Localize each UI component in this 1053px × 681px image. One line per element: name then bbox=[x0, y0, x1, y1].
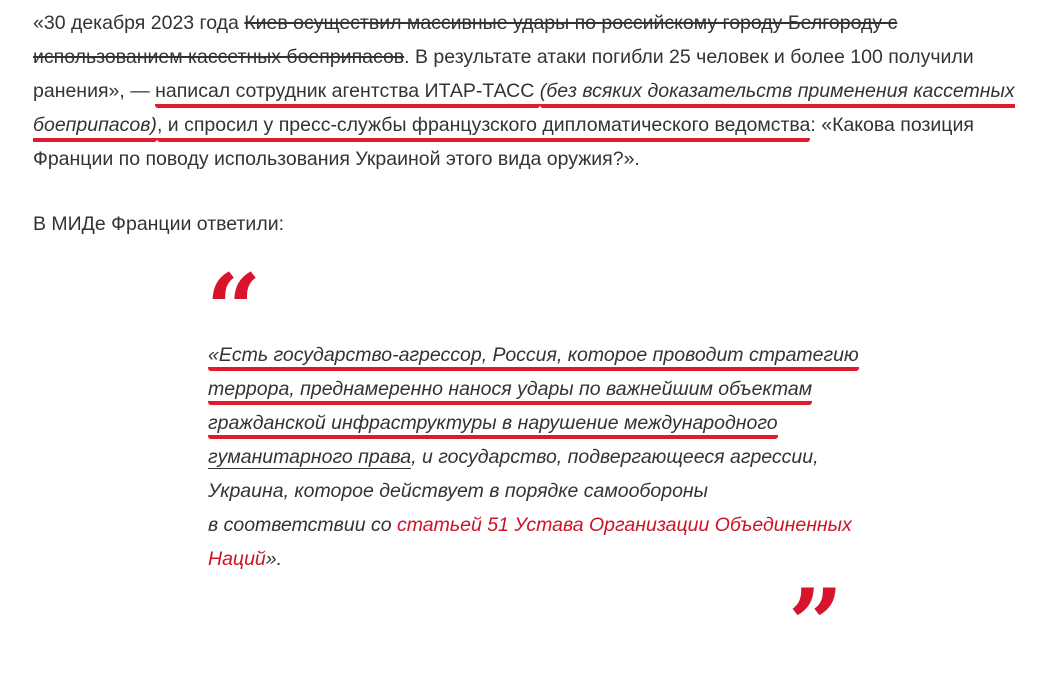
open-quote-icon: “ bbox=[206, 253, 262, 366]
quote-line-4-rest: , и государство, подвергающееся агрессии, bbox=[411, 446, 819, 468]
quote-line-2 bbox=[208, 372, 848, 406]
quote-line-1-text: «Есть государство-агрессор, Россия, которое проводит стратегию bbox=[208, 344, 859, 371]
underlined-text-1: написал сотрудник агентства ИТАР-ТАСС bbox=[155, 80, 540, 108]
text-question: : «Какова позиция Франции по поводу использования Украиной этого вида оружия?». bbox=[33, 114, 974, 170]
quote-line-3 bbox=[208, 406, 848, 440]
quote-line-6 bbox=[208, 508, 852, 542]
answer-intro: В МИДе Франции ответили: bbox=[33, 213, 285, 235]
close-quote-icon: ” bbox=[788, 568, 844, 681]
quote-line-4 bbox=[208, 440, 848, 474]
struck-text-1: Киев осуществил массивные удары по российскому городу Белгороду bbox=[244, 12, 888, 34]
struck-text-2: с использованием кассетных боеприпасов bbox=[33, 12, 898, 68]
quote-line-7-end: ». bbox=[265, 548, 283, 570]
underlined-text-2: , и спросил у пресс-службы французского дипломатического ведомства bbox=[157, 114, 810, 142]
quote-line-2-text: террора, преднамеренно нанося удары по важнейшим объектам bbox=[208, 378, 812, 405]
un-charter-link[interactable]: статьей 51 Устава Организации Объединенных bbox=[396, 514, 852, 536]
quote-line-5: Украина, которое действует в порядке самообороны bbox=[208, 480, 709, 502]
quote-line-7 bbox=[208, 542, 848, 576]
text-date: «30 декабря 2023 года bbox=[33, 12, 245, 34]
text-casualties: . В результате атаки погибли 25 человек и более 100 получили ранения», — bbox=[33, 46, 974, 102]
quote-line-4-underlined: гуманитарного права bbox=[208, 446, 412, 468]
quote-line-1 bbox=[208, 338, 859, 372]
un-charter-link-cont[interactable]: Наций bbox=[208, 548, 266, 570]
intro-paragraph bbox=[33, 6, 1033, 176]
quote-line-3-text: гражданской инфраструктуры в нарушение международного bbox=[208, 412, 778, 439]
quote-line-6-text: в соответствии со bbox=[208, 514, 397, 536]
blockquote bbox=[208, 338, 859, 576]
italic-remark: (без всяких доказательств применения кассетных боеприпасов) bbox=[33, 80, 1015, 142]
